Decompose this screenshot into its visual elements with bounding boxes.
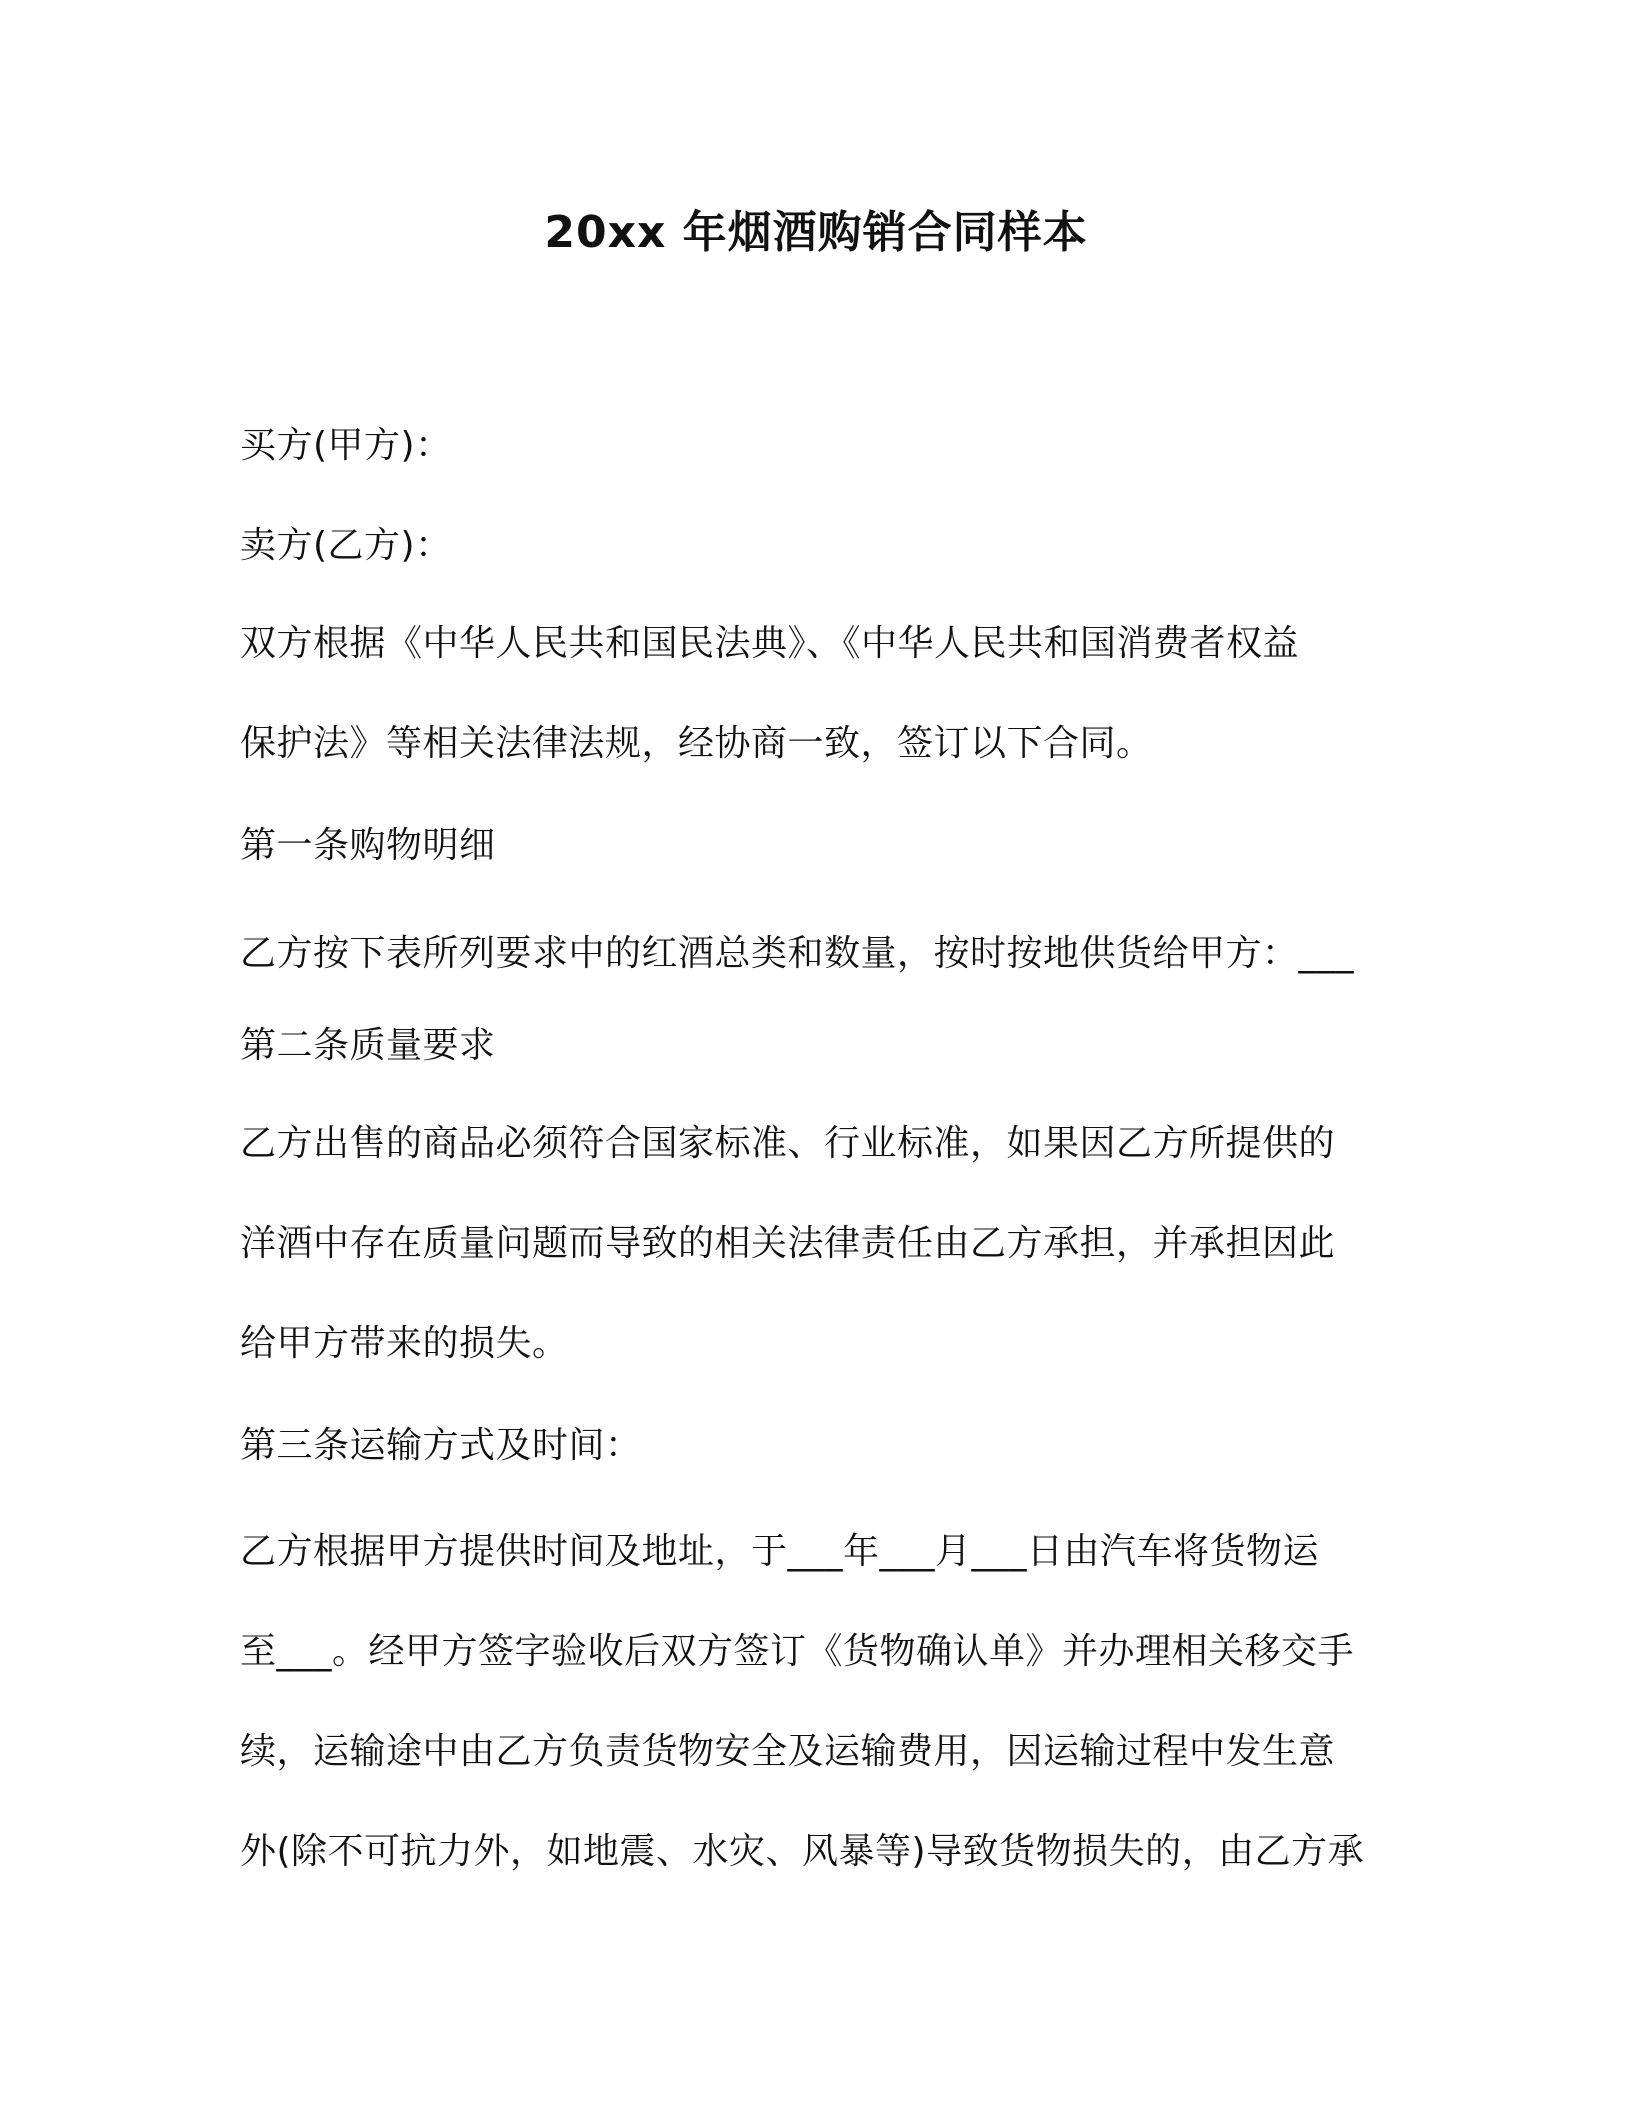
article-heading: 第二条质量要求 bbox=[240, 1025, 496, 1066]
paragraph-line: 乙方出售的商品必须符合国家标准、行业标准，如果因乙方所提供的 bbox=[240, 1123, 1336, 1164]
paragraph-line: 外(除不可抗力外，如地震、水灾、风暴等)导致货物损失的，由乙方承 bbox=[240, 1831, 1365, 1872]
paragraph-line: 洋酒中存在质量问题而导致的相关法律责任由乙方承担，并承担因此 bbox=[240, 1223, 1336, 1264]
paragraph-line: 双方根据《中华人民共和国民法典》、《中华人民共和国消费者权益 bbox=[240, 623, 1300, 664]
article-heading: 第一条购物明细 bbox=[240, 825, 496, 866]
buyer-line: 买方(甲方)： bbox=[240, 425, 452, 466]
article-heading: 第三条运输方式及时间： bbox=[240, 1425, 642, 1466]
paragraph-line: 给甲方带来的损失。 bbox=[240, 1323, 569, 1364]
document-title: 20xx 年烟酒购销合同样本 bbox=[544, 207, 1088, 258]
paragraph-line: 乙方根据甲方提供时间及地址，于___年___月___日由汽车将货物运 bbox=[240, 1531, 1320, 1572]
paragraph-line: 保护法》等相关法律法规，经协商一致，签订以下合同。 bbox=[240, 723, 1153, 764]
paragraph-line: 乙方按下表所列要求中的红酒总类和数量，按时按地供货给甲方：___ bbox=[240, 933, 1355, 974]
paragraph-line: 续，运输途中由乙方负责货物安全及运输费用，因运输过程中发生意 bbox=[240, 1731, 1336, 1772]
paragraph-line: 至___。经甲方签字验收后双方签订《货物确认单》并办理相关移交手 bbox=[240, 1631, 1355, 1672]
seller-line: 卖方(乙方)： bbox=[240, 525, 452, 566]
